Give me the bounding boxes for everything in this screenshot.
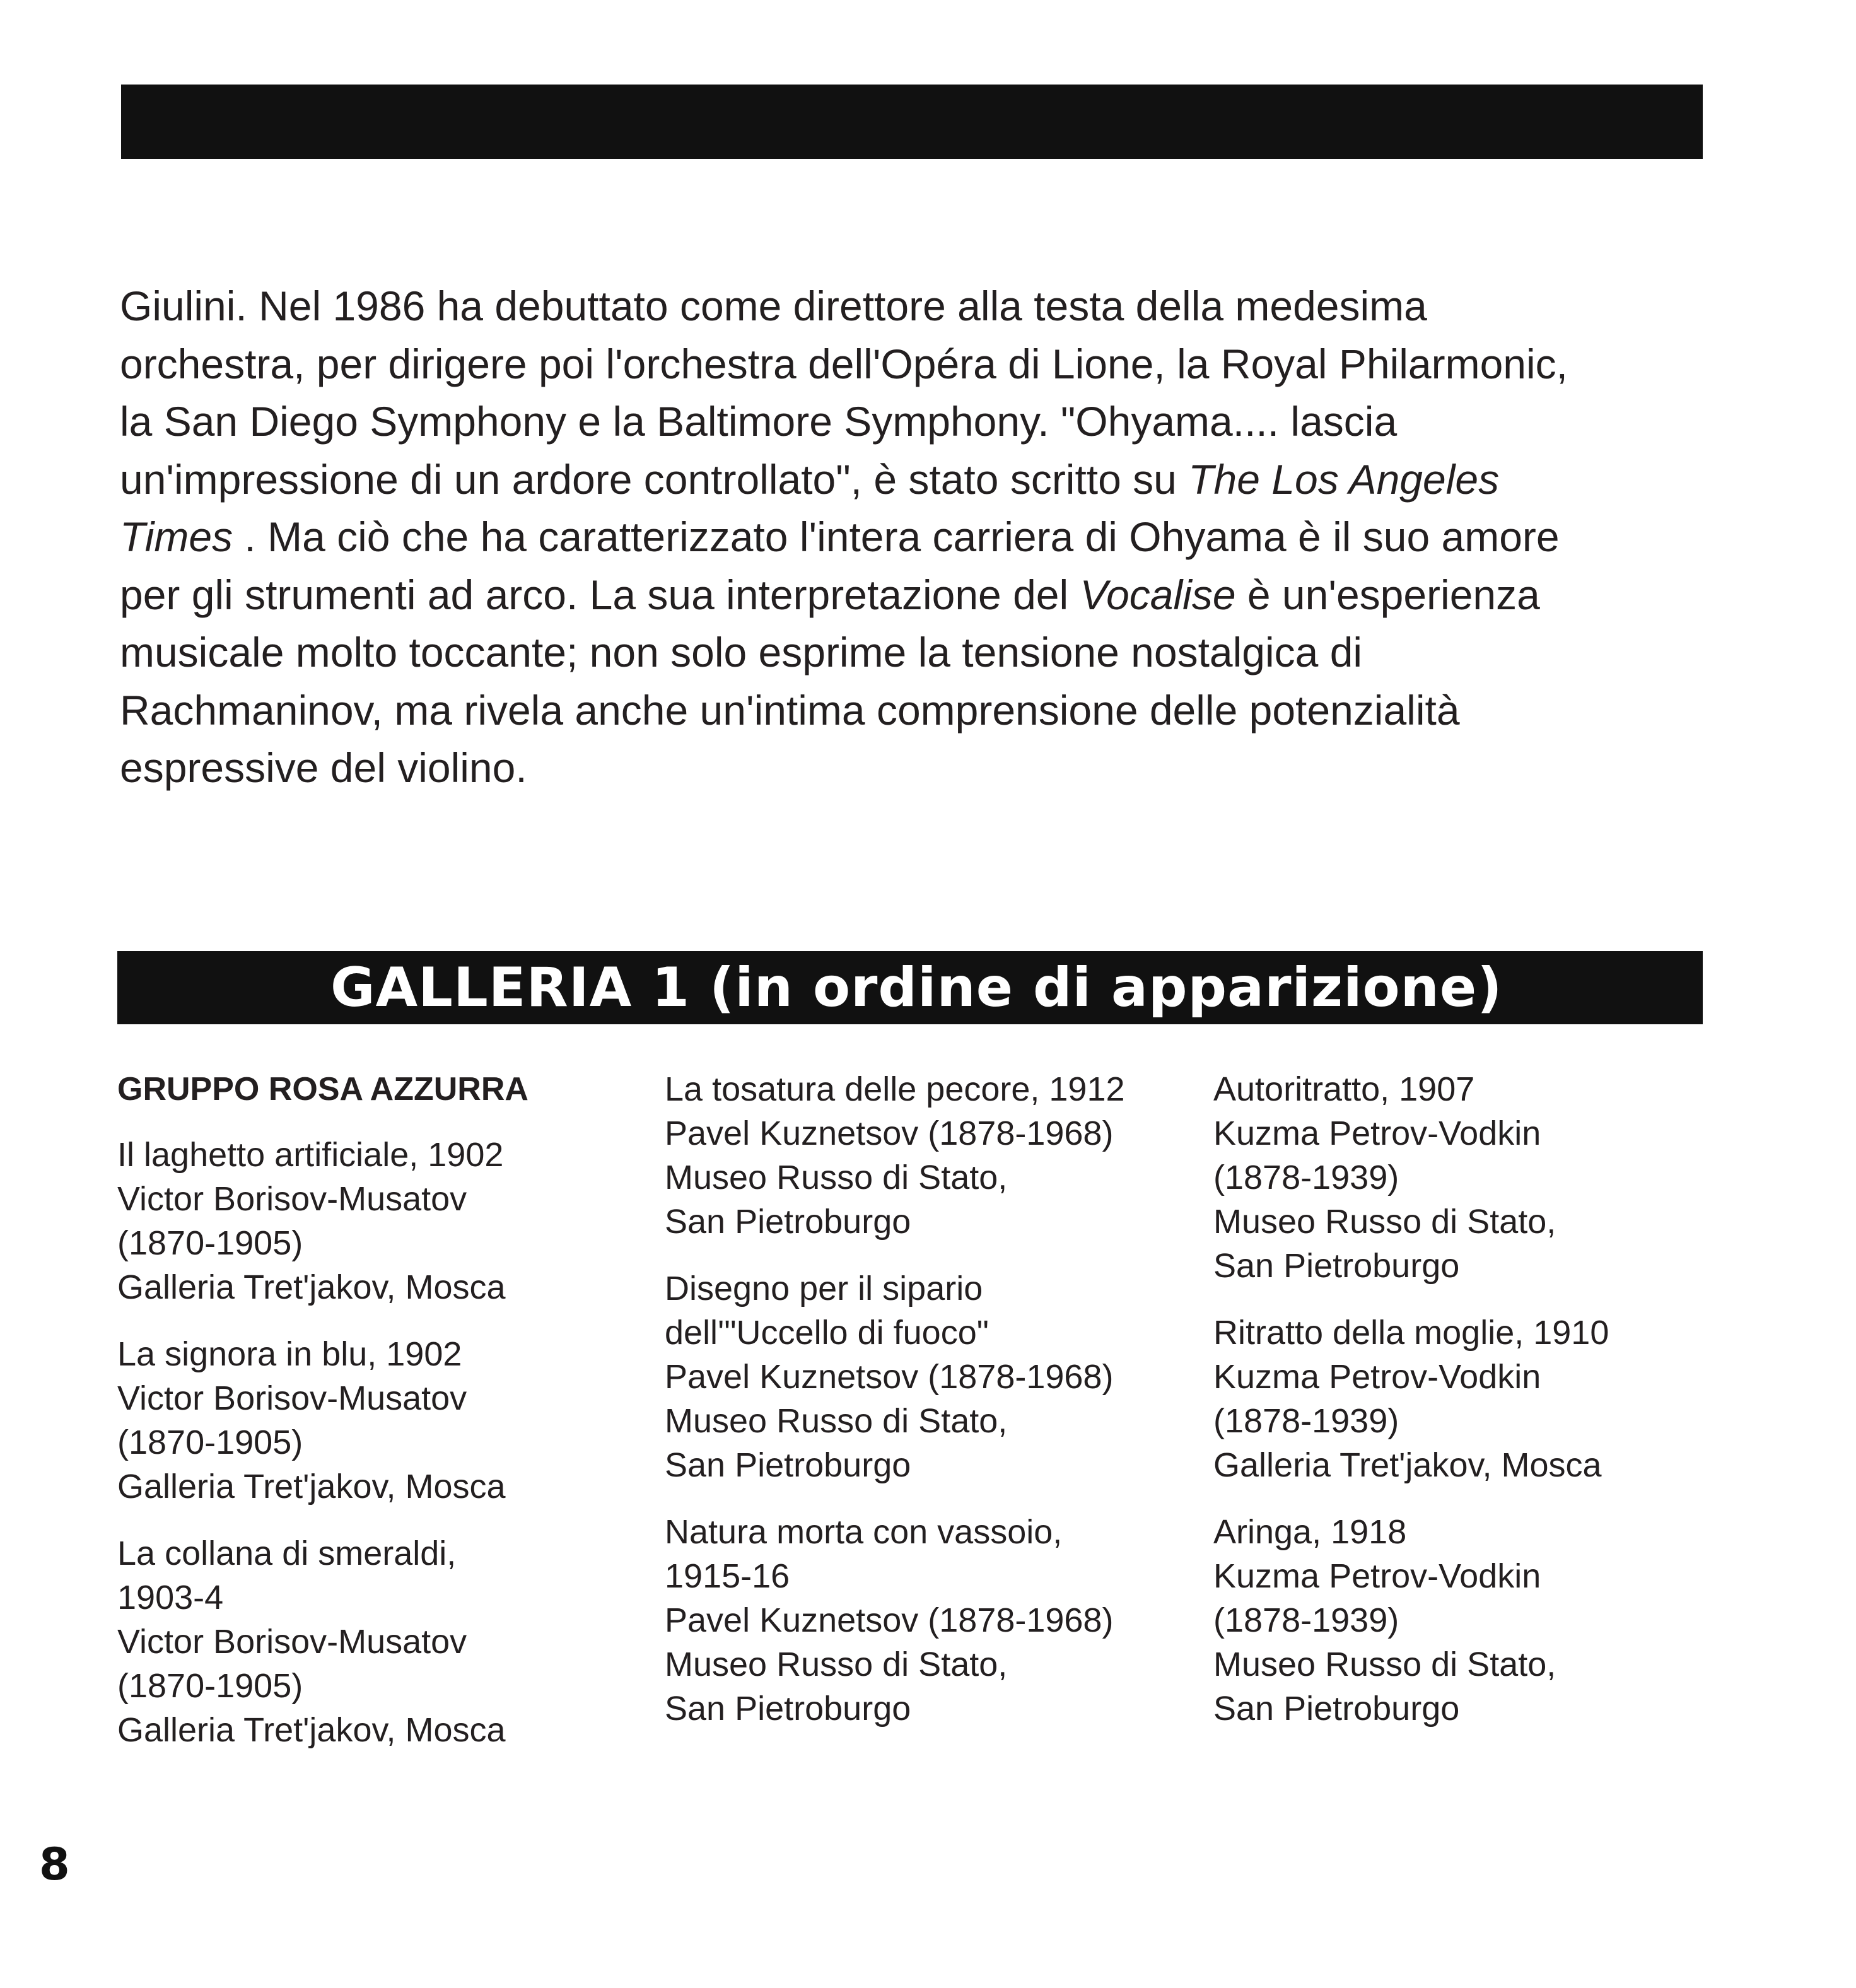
newspaper-title: The Los Angeles <box>1188 455 1500 503</box>
artwork-entry: Disegno per il sipario dell'"Uccello di fuoco" Pavel Kuznetsov (1878-1968) Museo Russo di Stato, San Pietroburgo <box>665 1270 1114 1484</box>
gallery-column-1 <box>117 1067 647 1775</box>
header-black-bar <box>121 85 1703 159</box>
artwork-entry: Aringa, 1918 Kuzma Petrov-Vodkin (1878-1939) Museo Russo di Stato, San Pietroburgo <box>1213 1513 1556 1728</box>
newspaper-title: Times <box>120 513 233 560</box>
body-line: orchestra, per dirigere poi l'orchestra dell'Opéra di Lione, la Royal Philarmonic, <box>120 340 1568 387</box>
work-title: Vocalise <box>1080 571 1236 618</box>
gallery-column-3 <box>1213 1067 1743 1753</box>
page-number: 8 <box>39 1839 70 1890</box>
section-title: GALLERIA 1 (in ordine di apparizione) <box>330 956 1503 1019</box>
artwork-entry: Ritratto della moglie, 1910 Kuzma Petrov-Vodkin (1878-1939) Galleria Tret'jakov, Mosca <box>1213 1314 1609 1484</box>
body-line: un'impressione di un ardore controllato", è stato scritto su The Los Angeles <box>120 455 1500 503</box>
artwork-entry: Il laghetto artificiale, 1902 Victor Borisov-Musatov (1870-1905) Galleria Tret'jakov, Mosca <box>117 1136 506 1306</box>
body-paragraph <box>120 278 1734 797</box>
body-line: Giulini. Nel 1986 ha debuttato come direttore alla testa della medesima <box>120 283 1427 329</box>
body-line: Times . Ma ciò che ha caratterizzato l'intera carriera di Ohyama è il suo amore <box>120 513 1560 560</box>
group-heading: GRUPPO ROSA AZZURRA <box>117 1071 528 1108</box>
artwork-entry: Natura morta con vassoio, 1915-16 Pavel Kuznetsov (1878-1968) Museo Russo di Stato, San Pietroburgo <box>665 1513 1114 1728</box>
artwork-entry: La collana di smeraldi, 1903-4 Victor Borisov-Musatov (1870-1905) Galleria Tret'jakov, Mosca <box>117 1535 506 1749</box>
artwork-entry: La signora in blu, 1902 Victor Borisov-Musatov (1870-1905) Galleria Tret'jakov, Mosca <box>117 1335 506 1506</box>
gallery-column-2 <box>665 1067 1194 1753</box>
body-line: per gli strumenti ad arco. La sua interpretazione del Vocalise è un'esperienza <box>120 571 1540 618</box>
body-line: espressive del violino. <box>120 744 527 791</box>
body-line: Rachmaninov, ma rivela anche un'intima comprensione delle potenzialità <box>120 686 1460 734</box>
artwork-entry: Autoritratto, 1907 Kuzma Petrov-Vodkin (1878-1939) Museo Russo di Stato, San Pietroburgo <box>1213 1070 1556 1285</box>
body-line: musicale molto toccante; non solo esprime la tensione nostalgica di <box>120 629 1363 675</box>
artwork-entry: La tosatura delle pecore, 1912 Pavel Kuznetsov (1878-1968) Museo Russo di Stato, San Pietroburgo <box>665 1070 1125 1241</box>
body-line: la San Diego Symphony e la Baltimore Symphony. "Ohyama.... lascia <box>120 398 1398 445</box>
